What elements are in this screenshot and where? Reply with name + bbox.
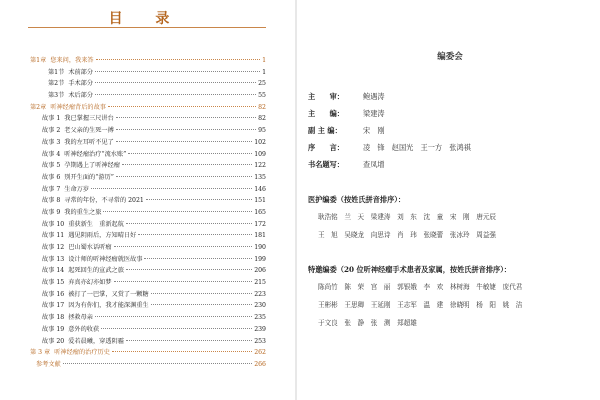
toc-page-number: 235 xyxy=(254,314,266,322)
toc-page-number: 109 xyxy=(254,150,266,158)
name-row: 于文良 张 静 张 测 郑超雄 xyxy=(318,319,417,327)
editorial-page xyxy=(300,0,600,400)
toc-story-row xyxy=(30,219,266,231)
toc-leader-dots xyxy=(116,117,256,118)
toc-entry-number: 故事 13 xyxy=(42,255,65,263)
toc-story-row xyxy=(30,172,266,184)
toc-leader-dots xyxy=(112,351,252,352)
toc-page-number: 253 xyxy=(254,337,266,345)
toc-story-row xyxy=(30,195,266,207)
toc-leader-dots xyxy=(95,82,256,83)
credit-label: 序 言： xyxy=(308,143,344,152)
toc-page-number: 262 xyxy=(254,349,266,357)
name-row: 王 旭 吴晓龙 向思诗 肖 玮 张晓蕾 张冰玲 周益强 xyxy=(318,231,497,239)
toc-story-row xyxy=(30,160,266,172)
toc-leader-dots xyxy=(116,176,252,177)
toc-story-row xyxy=(30,125,266,137)
toc-entry-number: 故事 2 xyxy=(42,127,61,135)
toc-leader-dots xyxy=(126,269,252,270)
toc-story-row xyxy=(30,230,266,242)
toc-page-number: 95 xyxy=(258,127,266,135)
toc-entry-number: 故事 1 xyxy=(42,115,61,123)
toc-entry-number: 故事 3 xyxy=(42,138,61,146)
toc-entry-number: 故事 12 xyxy=(42,244,65,251)
credits-list xyxy=(308,88,471,173)
credit-value: 鲍遇涛 xyxy=(363,92,385,101)
toc-page xyxy=(0,0,292,400)
toc-leader-dots xyxy=(96,59,260,60)
credit-row xyxy=(308,105,471,122)
toc-leader-dots xyxy=(128,153,252,154)
toc-chapter-row xyxy=(30,55,266,67)
toc-story-row xyxy=(30,113,266,125)
toc-entry-number: 第 3 章 xyxy=(30,349,51,357)
toc-page-number: 146 xyxy=(254,185,266,193)
toc-leader-dots xyxy=(63,363,252,364)
toc-entry-number: 参考文献 xyxy=(36,360,61,368)
page-divider xyxy=(295,0,297,400)
toc-entry-title: 爱若晨曦，穿透阴霾 xyxy=(68,337,124,345)
toc-entry-title: 拯救母亲 xyxy=(68,314,93,322)
toc-leader-dots xyxy=(91,188,252,189)
toc-entry-number: 故事 11 xyxy=(42,232,65,240)
toc-entry-number: 故事 16 xyxy=(42,290,65,298)
medical-editors-names xyxy=(318,208,496,244)
toc-title-rule xyxy=(28,27,266,28)
toc-entry-title: 生命万岁 xyxy=(64,185,90,193)
toc-story-row xyxy=(30,336,266,348)
toc-references-row xyxy=(30,359,266,371)
toc-entry-title: 重获新生 重新起航 xyxy=(68,220,124,228)
credit-label: 主 审： xyxy=(308,92,344,101)
toc-entry-number: 故事 8 xyxy=(42,197,61,205)
name-row: 王彬彬 王思卿 王延刚 王志军 温 建 徐晓明 杨 阳 姚 洁 xyxy=(318,301,523,309)
credit-value: 梁建涛 xyxy=(363,109,385,118)
toc-entry-number: 故事 20 xyxy=(42,337,65,345)
toc-section-row xyxy=(30,90,266,102)
toc-page-number: 223 xyxy=(254,290,266,298)
toc-story-row xyxy=(30,184,266,196)
toc-page-number: 82 xyxy=(258,115,266,123)
toc-leader-dots xyxy=(122,164,252,165)
toc-page-number: 190 xyxy=(254,244,266,251)
credit-row xyxy=(308,122,471,139)
toc-page-number: 172 xyxy=(254,220,266,228)
toc-entry-title: 弃真亦幻亦如梦 xyxy=(68,279,112,287)
toc-story-row xyxy=(30,254,266,266)
toc-entry-title: 老父亲的生死一搏 xyxy=(64,127,114,135)
toc-leader-dots xyxy=(144,258,252,259)
toc-entry-title: 被打了一巴掌，又赏了一颗糖 xyxy=(68,290,149,298)
toc-entry-number: 故事 5 xyxy=(42,162,61,170)
toc-page-number: 165 xyxy=(254,208,266,216)
toc-leader-dots xyxy=(151,293,253,294)
toc-entry-title: 意外的收获 xyxy=(68,325,100,333)
toc-leader-dots xyxy=(108,106,256,107)
toc-entry-title: 术前部分 xyxy=(68,68,94,76)
toc-entry-number: 故事 9 xyxy=(42,208,61,216)
credit-row xyxy=(308,139,471,156)
toc-story-row xyxy=(30,324,266,336)
toc-entry-number: 第2章 xyxy=(30,103,47,111)
special-heading-note: （20 位听神经瘤手术患者及家属，按姓氏拼音排序）： xyxy=(336,265,511,274)
credit-value: 宋 刚 xyxy=(363,126,385,135)
toc-chapter-row xyxy=(30,102,266,114)
toc-page-number: 151 xyxy=(254,197,266,205)
toc-page-number: 55 xyxy=(258,92,266,100)
toc-leader-dots xyxy=(103,211,252,212)
toc-story-row xyxy=(30,149,266,161)
toc-leader-dots xyxy=(151,304,253,305)
toc-entry-title: 听神经瘤治疗“流水账” xyxy=(64,150,127,158)
toc-entry-number: 故事 18 xyxy=(42,314,65,322)
toc-leader-dots xyxy=(126,223,252,224)
toc-page-number: 230 xyxy=(254,302,266,310)
toc-leader-dots xyxy=(146,199,252,200)
toc-story-row xyxy=(30,289,266,301)
name-row: 耿浩铭 兰 天 梁建涛 刘 东 沈 童 宋 刚 唐元辰 xyxy=(318,213,497,221)
toc-entry-number: 第3节 xyxy=(48,92,65,100)
toc-page-number: 102 xyxy=(254,138,266,146)
toc-leader-dots xyxy=(95,316,252,317)
credit-row xyxy=(308,156,471,173)
toc-entry-number: 故事 14 xyxy=(42,267,65,275)
toc-entry-title: 巴山蜀水话听瘤 xyxy=(68,244,112,251)
editorial-title: 编委会 xyxy=(437,52,463,62)
toc-page-number: 135 xyxy=(254,173,266,181)
toc-entry-title: 设计师的听神经瘤就医故事 xyxy=(68,255,143,263)
credit-label: 主 编： xyxy=(308,109,344,118)
toc-entry-number: 故事 19 xyxy=(42,325,65,333)
toc-entry-number: 第2节 xyxy=(48,80,65,88)
toc-title: 目 录 xyxy=(108,11,184,27)
toc-leader-dots xyxy=(95,94,256,95)
toc-story-row xyxy=(30,207,266,219)
toc-leader-dots xyxy=(116,141,252,142)
toc-page-number: 206 xyxy=(254,267,266,275)
toc-entry-title: 听神经瘤背后的故事 xyxy=(50,103,106,111)
toc-leader-dots xyxy=(114,246,253,247)
credit-value: 凌 锋 赵国光 王一方 张鸿祺 xyxy=(363,143,471,152)
toc-page-number: 215 xyxy=(254,279,266,287)
toc-leader-dots xyxy=(116,129,256,130)
toc-page-number: 1 xyxy=(262,68,266,76)
toc-leader-dots xyxy=(126,340,252,341)
toc-leader-dots xyxy=(138,234,252,235)
toc-entry-title: 遇见阴雨后，方知晴日好 xyxy=(68,232,137,240)
toc-entry-title: 术后部分 xyxy=(68,92,94,100)
toc-leader-dots xyxy=(101,328,252,329)
toc-story-row xyxy=(30,300,266,312)
toc-entry-title: 手术部分 xyxy=(68,80,94,88)
toc-page-number: 181 xyxy=(254,232,266,240)
toc-page-number: 199 xyxy=(254,255,266,263)
toc-page-number: 239 xyxy=(254,325,266,333)
toc-entry-number: 故事 6 xyxy=(42,173,61,181)
toc-story-row xyxy=(30,242,266,254)
toc-story-row xyxy=(30,312,266,324)
toc-entry-title: 起死回生的宣武之旅 xyxy=(68,267,124,275)
toc-entry-number: 第1节 xyxy=(48,68,65,76)
toc-entry-number: 第1章 xyxy=(30,57,47,64)
credit-label: 书名题写： xyxy=(308,160,344,169)
medical-heading-text: 医护编委 xyxy=(308,195,337,204)
toc-entry-number: 故事 17 xyxy=(42,302,65,310)
medical-heading-note: （按姓氏拼音排序）： xyxy=(336,195,406,204)
toc-leader-dots xyxy=(114,281,253,282)
toc-story-row xyxy=(30,265,266,277)
special-editors-heading xyxy=(308,265,511,275)
toc-section-row xyxy=(30,67,266,79)
toc-page-number: 1 xyxy=(262,57,266,64)
toc-entry-title: 您来问，我来答 xyxy=(50,57,94,64)
toc-page-number: 122 xyxy=(254,162,266,170)
toc-section-row xyxy=(30,78,266,90)
toc-entry-number: 故事 4 xyxy=(42,150,61,158)
toc-entry-title: 因为有你们，我才能深渊重生 xyxy=(68,302,149,310)
toc-entry-title: 孕期遇上了听神经瘤 xyxy=(64,162,120,170)
toc-chapter-row xyxy=(30,347,266,359)
special-editors-names xyxy=(318,278,522,332)
toc-entry-title: 我的左耳听不见了 xyxy=(64,138,114,146)
credit-row xyxy=(308,88,471,105)
toc-story-row xyxy=(30,137,266,149)
toc-entry-number: 故事 15 xyxy=(42,279,65,287)
toc-entry-title: 我的重生之旅 xyxy=(64,208,102,216)
toc-entry-number: 故事 10 xyxy=(42,220,65,228)
toc-entry-title: 寻常的年份，不寻常的 2021 xyxy=(64,197,144,205)
toc-leader-dots xyxy=(95,71,260,72)
toc-list xyxy=(30,55,266,371)
toc-page-number: 266 xyxy=(254,360,266,368)
medical-editors-heading xyxy=(308,195,405,205)
toc-entry-title: 听神经瘤的治疗历史 xyxy=(54,349,110,357)
toc-page-number: 82 xyxy=(258,103,266,111)
toc-entry-title: 我已掌握三尺讲台 xyxy=(64,115,114,123)
toc-entry-number: 故事 7 xyxy=(42,185,61,193)
toc-page-number: 25 xyxy=(258,80,266,88)
credit-label: 副 主 编： xyxy=(308,126,342,135)
toc-story-row xyxy=(30,277,266,289)
name-row: 陈尚竹 陈 荣 宫 丽 郭银娥 李 欢 林树海 牛敏婕 庞代君 xyxy=(318,283,523,291)
credit-value: 查凤增 xyxy=(363,160,385,169)
toc-entry-title: 别开生面的“游历” xyxy=(64,173,114,181)
special-heading-text: 特邀编委 xyxy=(308,265,337,274)
